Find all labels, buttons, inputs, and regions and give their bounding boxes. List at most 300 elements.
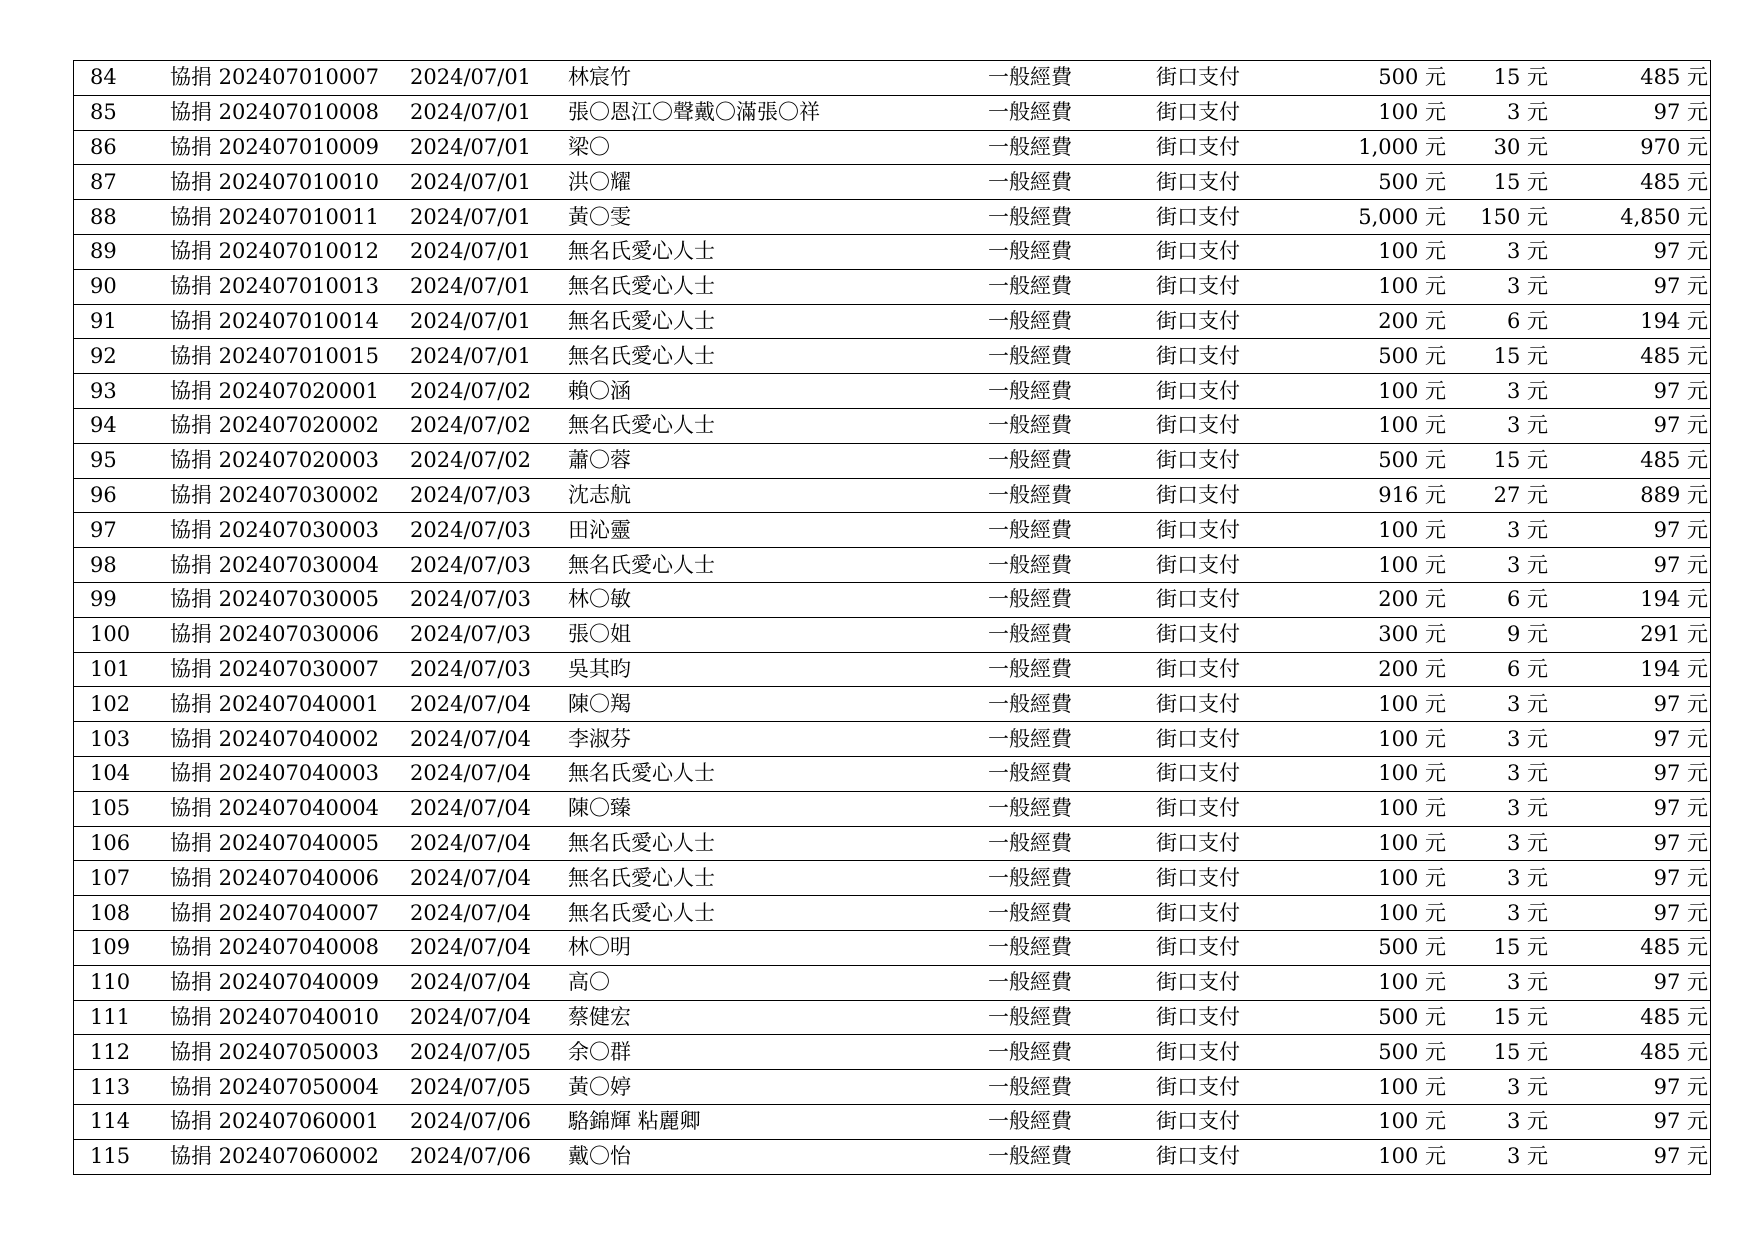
donation-date: 2024/07/01	[410, 165, 568, 200]
net-amount: 97 元	[1548, 722, 1711, 757]
donation-date: 2024/07/04	[410, 1000, 568, 1035]
donor-name: 無名氏愛心人士	[568, 861, 988, 896]
donation-amount: 200 元	[1296, 652, 1446, 687]
donation-date: 2024/07/01	[410, 234, 568, 269]
donation-amount: 500 元	[1296, 1035, 1446, 1070]
handling-fee: 6 元	[1446, 652, 1548, 687]
receipt-number: 協捐 202407040009	[160, 965, 410, 1000]
receipt-number: 協捐 202407030007	[160, 652, 410, 687]
handling-fee: 3 元	[1446, 791, 1548, 826]
fund-purpose: 一般經費	[988, 374, 1156, 409]
receipt-number: 協捐 202407040010	[160, 1000, 410, 1035]
payment-method: 街口支付	[1156, 930, 1296, 965]
handling-fee: 3 元	[1446, 234, 1548, 269]
donor-name: 吳其昀	[568, 652, 988, 687]
payment-method: 街口支付	[1156, 1035, 1296, 1070]
fund-purpose: 一般經費	[988, 652, 1156, 687]
donation-amount: 500 元	[1296, 339, 1446, 374]
net-amount: 485 元	[1548, 61, 1711, 96]
payment-method: 街口支付	[1156, 443, 1296, 478]
row-number: 96	[74, 478, 161, 513]
payment-method: 街口支付	[1156, 1070, 1296, 1105]
handling-fee: 15 元	[1446, 61, 1548, 96]
donor-name: 李淑芬	[568, 722, 988, 757]
payment-method: 街口支付	[1156, 408, 1296, 443]
table-row	[74, 443, 1711, 478]
handling-fee: 3 元	[1446, 1139, 1548, 1174]
receipt-number: 協捐 202407020003	[160, 443, 410, 478]
donor-name: 無名氏愛心人士	[568, 756, 988, 791]
donation-date: 2024/07/06	[410, 1139, 568, 1174]
row-number: 104	[74, 756, 161, 791]
handling-fee: 3 元	[1446, 722, 1548, 757]
row-number: 92	[74, 339, 161, 374]
handling-fee: 3 元	[1446, 548, 1548, 583]
row-number: 115	[74, 1139, 161, 1174]
net-amount: 97 元	[1548, 269, 1711, 304]
payment-method: 街口支付	[1156, 374, 1296, 409]
donation-amount: 100 元	[1296, 95, 1446, 130]
donor-name: 陳〇羯	[568, 687, 988, 722]
donation-amount: 100 元	[1296, 722, 1446, 757]
receipt-number: 協捐 202407040005	[160, 826, 410, 861]
handling-fee: 3 元	[1446, 374, 1548, 409]
donation-date: 2024/07/04	[410, 756, 568, 791]
receipt-number: 協捐 202407010015	[160, 339, 410, 374]
receipt-number: 協捐 202407010009	[160, 130, 410, 165]
donor-name: 洪〇耀	[568, 165, 988, 200]
handling-fee: 3 元	[1446, 861, 1548, 896]
net-amount: 97 元	[1548, 513, 1711, 548]
row-number: 87	[74, 165, 161, 200]
row-number: 85	[74, 95, 161, 130]
table-row	[74, 861, 1711, 896]
donor-name: 無名氏愛心人士	[568, 339, 988, 374]
receipt-number: 協捐 202407040004	[160, 791, 410, 826]
donor-name: 林〇明	[568, 930, 988, 965]
payment-method: 街口支付	[1156, 1000, 1296, 1035]
net-amount: 485 元	[1548, 165, 1711, 200]
fund-purpose: 一般經費	[988, 95, 1156, 130]
table-row	[74, 234, 1711, 269]
receipt-number: 協捐 202407010010	[160, 165, 410, 200]
table-row	[74, 826, 1711, 861]
net-amount: 4,850 元	[1548, 200, 1711, 235]
row-number: 114	[74, 1104, 161, 1139]
net-amount: 97 元	[1548, 826, 1711, 861]
donation-amount: 100 元	[1296, 687, 1446, 722]
row-number: 90	[74, 269, 161, 304]
fund-purpose: 一般經費	[988, 269, 1156, 304]
receipt-number: 協捐 202407040006	[160, 861, 410, 896]
fund-purpose: 一般經費	[988, 165, 1156, 200]
net-amount: 194 元	[1548, 304, 1711, 339]
donation-amount: 100 元	[1296, 1104, 1446, 1139]
donation-amount: 5,000 元	[1296, 200, 1446, 235]
receipt-number: 協捐 202407060001	[160, 1104, 410, 1139]
table-row	[74, 756, 1711, 791]
row-number: 100	[74, 617, 161, 652]
fund-purpose: 一般經費	[988, 965, 1156, 1000]
payment-method: 街口支付	[1156, 61, 1296, 96]
fund-purpose: 一般經費	[988, 722, 1156, 757]
payment-method: 街口支付	[1156, 965, 1296, 1000]
donation-date: 2024/07/01	[410, 339, 568, 374]
donor-name: 蔡健宏	[568, 1000, 988, 1035]
donor-name: 黃〇雯	[568, 200, 988, 235]
payment-method: 街口支付	[1156, 1139, 1296, 1174]
net-amount: 97 元	[1548, 687, 1711, 722]
handling-fee: 150 元	[1446, 200, 1548, 235]
row-number: 91	[74, 304, 161, 339]
table-row	[74, 339, 1711, 374]
row-number: 99	[74, 582, 161, 617]
payment-method: 街口支付	[1156, 861, 1296, 896]
table-row	[74, 1139, 1711, 1174]
donation-date: 2024/07/02	[410, 408, 568, 443]
net-amount: 97 元	[1548, 374, 1711, 409]
row-number: 103	[74, 722, 161, 757]
handling-fee: 3 元	[1446, 408, 1548, 443]
payment-method: 街口支付	[1156, 791, 1296, 826]
fund-purpose: 一般經費	[988, 1104, 1156, 1139]
handling-fee: 3 元	[1446, 756, 1548, 791]
table-row	[74, 652, 1711, 687]
fund-purpose: 一般經費	[988, 234, 1156, 269]
payment-method: 街口支付	[1156, 95, 1296, 130]
donor-name: 無名氏愛心人士	[568, 826, 988, 861]
donation-date: 2024/07/03	[410, 652, 568, 687]
table-row	[74, 687, 1711, 722]
fund-purpose: 一般經費	[988, 896, 1156, 931]
net-amount: 97 元	[1548, 548, 1711, 583]
row-number: 106	[74, 826, 161, 861]
donation-amount: 100 元	[1296, 1139, 1446, 1174]
net-amount: 485 元	[1548, 339, 1711, 374]
fund-purpose: 一般經費	[988, 826, 1156, 861]
net-amount: 970 元	[1548, 130, 1711, 165]
fund-purpose: 一般經費	[988, 513, 1156, 548]
donor-name: 張〇恩江〇聲戴〇滿張〇祥	[568, 95, 988, 130]
donation-date: 2024/07/01	[410, 304, 568, 339]
table-row	[74, 61, 1711, 96]
table-row	[74, 896, 1711, 931]
donation-date: 2024/07/01	[410, 95, 568, 130]
fund-purpose: 一般經費	[988, 408, 1156, 443]
row-number: 89	[74, 234, 161, 269]
donor-name: 梁〇	[568, 130, 988, 165]
table-row	[74, 722, 1711, 757]
donor-name: 蕭〇蓉	[568, 443, 988, 478]
receipt-number: 協捐 202407020001	[160, 374, 410, 409]
fund-purpose: 一般經費	[988, 339, 1156, 374]
handling-fee: 15 元	[1446, 443, 1548, 478]
payment-method: 街口支付	[1156, 304, 1296, 339]
receipt-number: 協捐 202407040002	[160, 722, 410, 757]
donation-amount: 916 元	[1296, 478, 1446, 513]
receipt-number: 協捐 202407010014	[160, 304, 410, 339]
handling-fee: 15 元	[1446, 165, 1548, 200]
donation-amount: 100 元	[1296, 548, 1446, 583]
payment-method: 街口支付	[1156, 1104, 1296, 1139]
donation-amount: 200 元	[1296, 304, 1446, 339]
receipt-number: 協捐 202407050003	[160, 1035, 410, 1070]
table-row	[74, 617, 1711, 652]
receipt-number: 協捐 202407030006	[160, 617, 410, 652]
handling-fee: 3 元	[1446, 896, 1548, 931]
receipt-number: 協捐 202407050004	[160, 1070, 410, 1105]
donor-name: 田沁靈	[568, 513, 988, 548]
fund-purpose: 一般經費	[988, 1000, 1156, 1035]
row-number: 95	[74, 443, 161, 478]
handling-fee: 3 元	[1446, 826, 1548, 861]
donation-date: 2024/07/05	[410, 1035, 568, 1070]
handling-fee: 3 元	[1446, 95, 1548, 130]
donation-date: 2024/07/03	[410, 617, 568, 652]
donation-amount: 500 元	[1296, 1000, 1446, 1035]
fund-purpose: 一般經費	[988, 1139, 1156, 1174]
donation-amount: 100 元	[1296, 965, 1446, 1000]
donation-table-body	[74, 61, 1711, 1175]
payment-method: 街口支付	[1156, 339, 1296, 374]
donation-date: 2024/07/01	[410, 130, 568, 165]
donation-date: 2024/07/04	[410, 687, 568, 722]
net-amount: 291 元	[1548, 617, 1711, 652]
donor-name: 張〇姐	[568, 617, 988, 652]
donation-date: 2024/07/01	[410, 200, 568, 235]
donation-amount: 100 元	[1296, 791, 1446, 826]
donor-name: 無名氏愛心人士	[568, 269, 988, 304]
payment-method: 街口支付	[1156, 826, 1296, 861]
payment-method: 街口支付	[1156, 269, 1296, 304]
handling-fee: 27 元	[1446, 478, 1548, 513]
handling-fee: 15 元	[1446, 1035, 1548, 1070]
donation-date: 2024/07/04	[410, 930, 568, 965]
donation-amount: 100 元	[1296, 269, 1446, 304]
net-amount: 97 元	[1548, 234, 1711, 269]
handling-fee: 3 元	[1446, 513, 1548, 548]
payment-method: 街口支付	[1156, 722, 1296, 757]
donor-name: 無名氏愛心人士	[568, 304, 988, 339]
net-amount: 97 元	[1548, 408, 1711, 443]
table-row	[74, 965, 1711, 1000]
payment-method: 街口支付	[1156, 200, 1296, 235]
table-row	[74, 513, 1711, 548]
donation-date: 2024/07/01	[410, 61, 568, 96]
table-row	[74, 582, 1711, 617]
handling-fee: 6 元	[1446, 582, 1548, 617]
receipt-number: 協捐 202407030003	[160, 513, 410, 548]
table-row	[74, 1000, 1711, 1035]
net-amount: 97 元	[1548, 1070, 1711, 1105]
receipt-number: 協捐 202407030005	[160, 582, 410, 617]
receipt-number: 協捐 202407020002	[160, 408, 410, 443]
fund-purpose: 一般經費	[988, 756, 1156, 791]
donation-date: 2024/07/04	[410, 791, 568, 826]
donation-amount: 500 元	[1296, 930, 1446, 965]
donation-amount: 200 元	[1296, 582, 1446, 617]
fund-purpose: 一般經費	[988, 582, 1156, 617]
receipt-number: 協捐 202407040001	[160, 687, 410, 722]
net-amount: 889 元	[1548, 478, 1711, 513]
receipt-number: 協捐 202407060002	[160, 1139, 410, 1174]
donor-name: 無名氏愛心人士	[568, 548, 988, 583]
fund-purpose: 一般經費	[988, 861, 1156, 896]
net-amount: 97 元	[1548, 965, 1711, 1000]
table-row	[74, 1035, 1711, 1070]
donation-amount: 100 元	[1296, 826, 1446, 861]
donation-date: 2024/07/04	[410, 896, 568, 931]
net-amount: 485 元	[1548, 1000, 1711, 1035]
table-row	[74, 408, 1711, 443]
table-row	[74, 374, 1711, 409]
donation-table	[73, 60, 1711, 1175]
net-amount: 97 元	[1548, 791, 1711, 826]
net-amount: 485 元	[1548, 443, 1711, 478]
net-amount: 97 元	[1548, 95, 1711, 130]
receipt-number: 協捐 202407010013	[160, 269, 410, 304]
donor-name: 無名氏愛心人士	[568, 234, 988, 269]
fund-purpose: 一般經費	[988, 791, 1156, 826]
fund-purpose: 一般經費	[988, 61, 1156, 96]
net-amount: 97 元	[1548, 861, 1711, 896]
net-amount: 97 元	[1548, 1139, 1711, 1174]
payment-method: 街口支付	[1156, 896, 1296, 931]
handling-fee: 3 元	[1446, 965, 1548, 1000]
row-number: 107	[74, 861, 161, 896]
donation-amount: 500 元	[1296, 165, 1446, 200]
handling-fee: 6 元	[1446, 304, 1548, 339]
handling-fee: 30 元	[1446, 130, 1548, 165]
payment-method: 街口支付	[1156, 617, 1296, 652]
donation-amount: 100 元	[1296, 513, 1446, 548]
payment-method: 街口支付	[1156, 130, 1296, 165]
donation-date: 2024/07/02	[410, 443, 568, 478]
receipt-number: 協捐 202407040003	[160, 756, 410, 791]
fund-purpose: 一般經費	[988, 548, 1156, 583]
payment-method: 街口支付	[1156, 548, 1296, 583]
table-row	[74, 930, 1711, 965]
donation-amount: 100 元	[1296, 1070, 1446, 1105]
table-row	[74, 1070, 1711, 1105]
table-row	[74, 478, 1711, 513]
fund-purpose: 一般經費	[988, 304, 1156, 339]
fund-purpose: 一般經費	[988, 1035, 1156, 1070]
payment-method: 街口支付	[1156, 165, 1296, 200]
donation-amount: 100 元	[1296, 896, 1446, 931]
payment-method: 街口支付	[1156, 652, 1296, 687]
receipt-number: 協捐 202407010007	[160, 61, 410, 96]
row-number: 86	[74, 130, 161, 165]
row-number: 84	[74, 61, 161, 96]
donation-date: 2024/07/04	[410, 722, 568, 757]
row-number: 113	[74, 1070, 161, 1105]
table-row	[74, 200, 1711, 235]
net-amount: 97 元	[1548, 756, 1711, 791]
donation-amount: 100 元	[1296, 234, 1446, 269]
handling-fee: 3 元	[1446, 269, 1548, 304]
payment-method: 街口支付	[1156, 513, 1296, 548]
handling-fee: 15 元	[1446, 339, 1548, 374]
payment-method: 街口支付	[1156, 582, 1296, 617]
fund-purpose: 一般經費	[988, 1070, 1156, 1105]
handling-fee: 15 元	[1446, 930, 1548, 965]
donor-name: 戴〇怡	[568, 1139, 988, 1174]
row-number: 101	[74, 652, 161, 687]
donation-amount: 100 元	[1296, 861, 1446, 896]
handling-fee: 3 元	[1446, 687, 1548, 722]
fund-purpose: 一般經費	[988, 200, 1156, 235]
row-number: 110	[74, 965, 161, 1000]
donation-date: 2024/07/04	[410, 965, 568, 1000]
donor-name: 林宸竹	[568, 61, 988, 96]
fund-purpose: 一般經費	[988, 443, 1156, 478]
receipt-number: 協捐 202407030002	[160, 478, 410, 513]
donation-amount: 100 元	[1296, 756, 1446, 791]
payment-method: 街口支付	[1156, 234, 1296, 269]
table-row	[74, 165, 1711, 200]
fund-purpose: 一般經費	[988, 130, 1156, 165]
donation-date: 2024/07/05	[410, 1070, 568, 1105]
donor-name: 無名氏愛心人士	[568, 408, 988, 443]
donation-date: 2024/07/04	[410, 826, 568, 861]
payment-method: 街口支付	[1156, 478, 1296, 513]
table-row	[74, 269, 1711, 304]
receipt-number: 協捐 202407040007	[160, 896, 410, 931]
row-number: 111	[74, 1000, 161, 1035]
donor-name: 余〇群	[568, 1035, 988, 1070]
row-number: 94	[74, 408, 161, 443]
table-row	[74, 548, 1711, 583]
payment-method: 街口支付	[1156, 687, 1296, 722]
handling-fee: 15 元	[1446, 1000, 1548, 1035]
donor-name: 無名氏愛心人士	[568, 896, 988, 931]
donation-date: 2024/07/04	[410, 861, 568, 896]
net-amount: 485 元	[1548, 1035, 1711, 1070]
donor-name: 高〇	[568, 965, 988, 1000]
payment-method: 街口支付	[1156, 756, 1296, 791]
row-number: 108	[74, 896, 161, 931]
donation-date: 2024/07/03	[410, 548, 568, 583]
fund-purpose: 一般經費	[988, 930, 1156, 965]
receipt-number: 協捐 202407030004	[160, 548, 410, 583]
donation-date: 2024/07/03	[410, 582, 568, 617]
table-row	[74, 95, 1711, 130]
donation-amount: 500 元	[1296, 61, 1446, 96]
donation-amount: 100 元	[1296, 408, 1446, 443]
donation-amount: 1,000 元	[1296, 130, 1446, 165]
receipt-number: 協捐 202407010012	[160, 234, 410, 269]
donation-date: 2024/07/02	[410, 374, 568, 409]
row-number: 98	[74, 548, 161, 583]
donation-date: 2024/07/03	[410, 513, 568, 548]
donation-amount: 300 元	[1296, 617, 1446, 652]
table-row	[74, 791, 1711, 826]
row-number: 97	[74, 513, 161, 548]
net-amount: 485 元	[1548, 930, 1711, 965]
handling-fee: 9 元	[1446, 617, 1548, 652]
donor-name: 黃〇婷	[568, 1070, 988, 1105]
fund-purpose: 一般經費	[988, 687, 1156, 722]
row-number: 109	[74, 930, 161, 965]
table-row	[74, 1104, 1711, 1139]
donation-amount: 500 元	[1296, 443, 1446, 478]
donation-date: 2024/07/06	[410, 1104, 568, 1139]
donor-name: 駱錦輝 粘麗卿	[568, 1104, 988, 1139]
table-row	[74, 304, 1711, 339]
row-number: 102	[74, 687, 161, 722]
table-row	[74, 130, 1711, 165]
